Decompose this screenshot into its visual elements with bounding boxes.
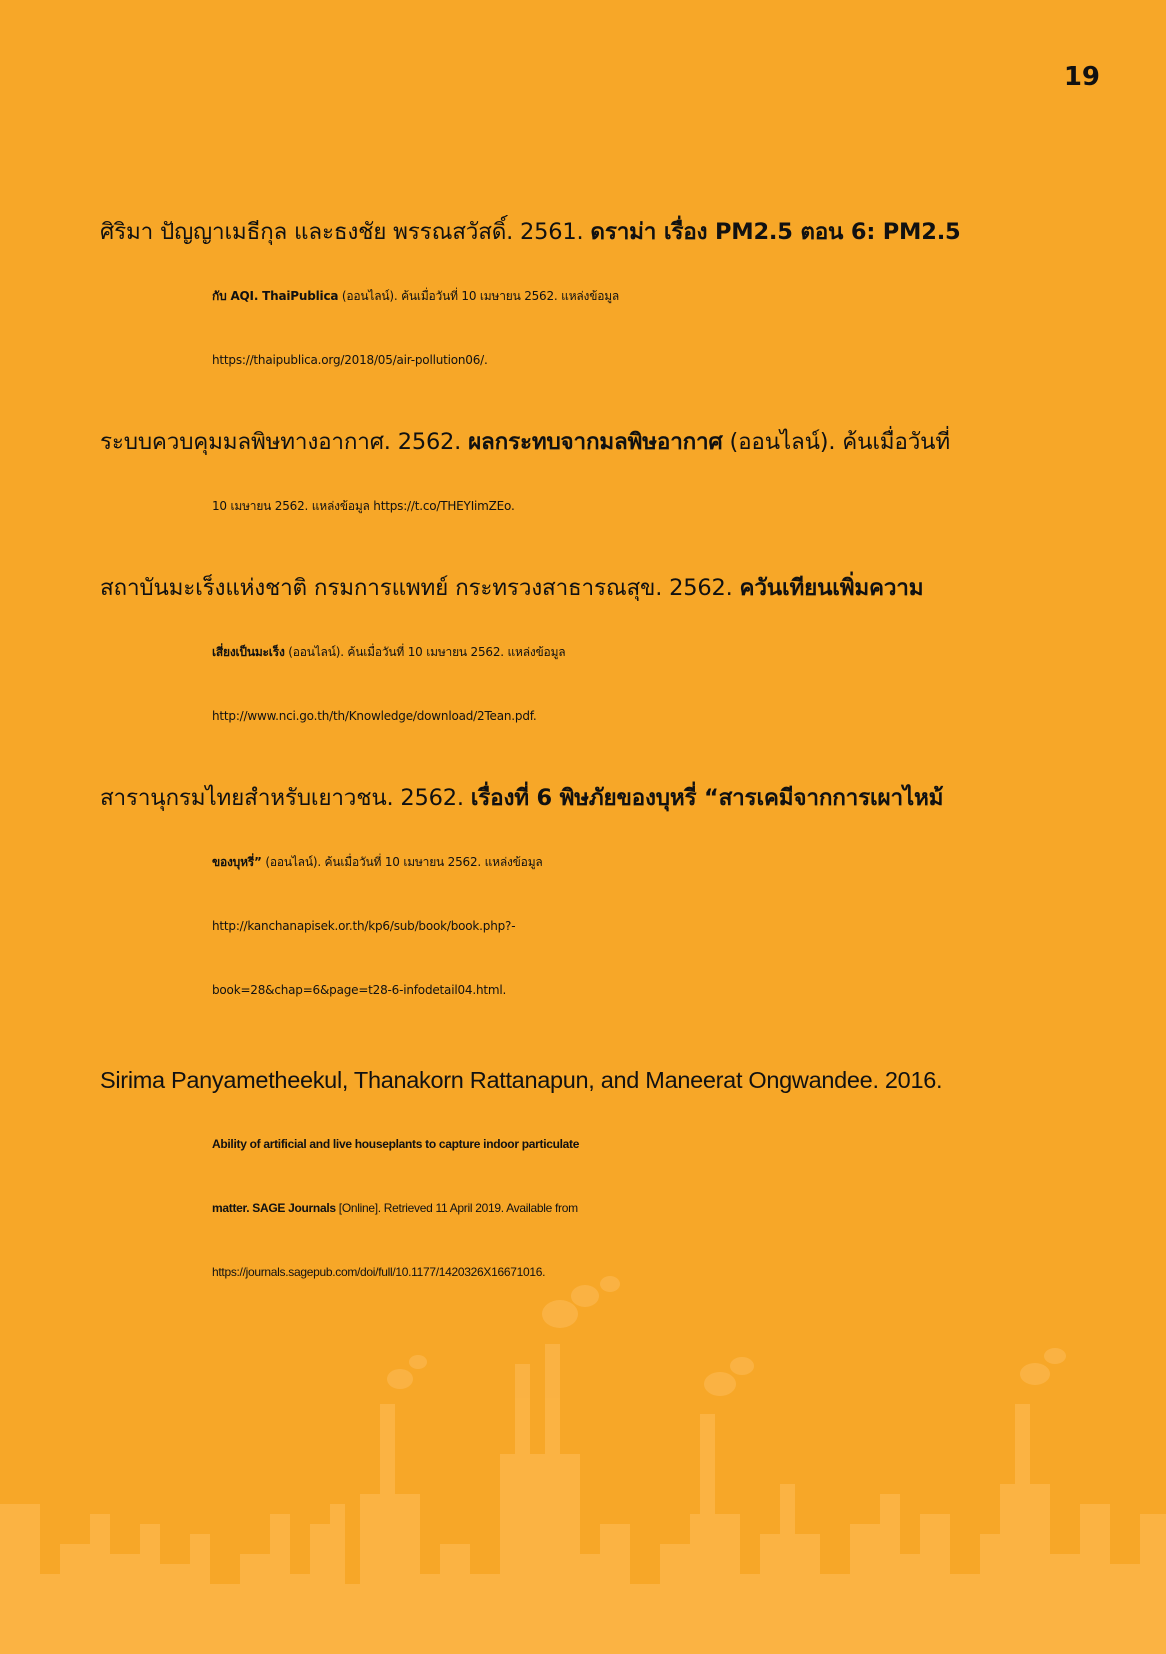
reference-entry [100, 200, 1100, 392]
reference-title: ของบุหรี่” [212, 855, 262, 869]
reference-title: Ability of artificial and live houseplants to capture indoor particulate [212, 1137, 580, 1151]
reference-line [100, 410, 1100, 474]
reference-url: http://kanchanapisek.or.th/kp6/sub/book/book.php?- [212, 919, 516, 933]
reference-line [100, 328, 1100, 392]
reference-list [100, 200, 1100, 1304]
reference-text: (ออนไลน์). ค้นเมื่อวันที่ 10 เมษายน 2562. แหล่งข้อมูล [284, 645, 566, 659]
reference-title: matter. SAGE Journals [212, 1201, 336, 1215]
reference-line [100, 474, 1100, 538]
reference-line [100, 766, 1100, 830]
reference-line [100, 1048, 1100, 1112]
reference-text: (ออนไลน์). ค้นเมื่อวันที่ [722, 429, 950, 455]
reference-text: Sirima Panyametheekul, Thanakorn Rattanapun, and Maneerat Ongwandee. 2016. [100, 1067, 943, 1093]
reference-url: https://journals.sagepub.com/doi/full/10.1177/1420326X16671016. [212, 1265, 546, 1279]
reference-line [100, 620, 1100, 684]
reference-url: https://thaipublica.org/2018/05/air-pollution06/. [212, 353, 488, 367]
reference-entry [100, 556, 1100, 748]
reference-title: ผลกระทบจากมลพิษอากาศ [468, 429, 723, 455]
reference-line [100, 556, 1100, 620]
reference-title: ดราม่า เรื่อง PM2.5 ตอน 6: PM2.5 [590, 219, 961, 245]
reference-entry [100, 1048, 1100, 1304]
reference-title: ควันเทียนเพิ่มความ [739, 575, 924, 601]
reference-line [100, 684, 1100, 748]
reference-text: (ออนไลน์). ค้นเมื่อวันที่ 10 เมษายน 2562. แหล่งข้อมูล [261, 855, 543, 869]
reference-url: book=28&chap=6&page=t28-6-infodetail04.html. [212, 983, 507, 997]
reference-title: เสี่ยงเป็นมะเร็ง [212, 645, 285, 659]
reference-text: ระบบควบคุมมลพิษทางอากาศ. 2562. [100, 429, 469, 455]
reference-entry [100, 410, 1100, 538]
reference-line [100, 1112, 1100, 1176]
reference-text: ศิริมา ปัญญาเมธีกุล และธงชัย พรรณสวัสดิ์. 2561. [100, 219, 591, 245]
reference-line [100, 1240, 1100, 1304]
reference-entry [100, 766, 1100, 1022]
reference-title: เรื่องที่ 6 พิษภัยของบุหรี่ “สารเคมีจากการเผาไหม้ [470, 785, 944, 811]
reference-line [100, 200, 1100, 264]
reference-title: กับ AQI. ThaiPublica [212, 289, 339, 303]
reference-line [100, 1176, 1100, 1240]
reference-text: 10 เมษายน 2562. แหล่งข้อมูล https://t.co/THEYIimZEo. [212, 499, 515, 513]
page-number: 19 [1063, 62, 1100, 92]
reference-text: สารานุกรมไทยสำหรับเยาวชน. 2562. [100, 785, 471, 811]
reference-text: (ออนไลน์). ค้นเมื่อวันที่ 10 เมษายน 2562. แหล่งข้อมูล [338, 289, 620, 303]
reference-line [100, 958, 1100, 1022]
reference-line [100, 264, 1100, 328]
factory-skyline-illustration [0, 1254, 1166, 1654]
reference-line [100, 830, 1100, 894]
reference-text: [Online]. Retrieved 11 April 2019. Available from [335, 1201, 578, 1215]
reference-url: http://www.nci.go.th/th/Knowledge/download/2Tean.pdf. [212, 709, 537, 723]
reference-text: สถาบันมะเร็งแห่งชาติ กรมการแพทย์ กระทรวงสาธารณสุข. 2562. [100, 575, 740, 601]
reference-line [100, 894, 1100, 958]
